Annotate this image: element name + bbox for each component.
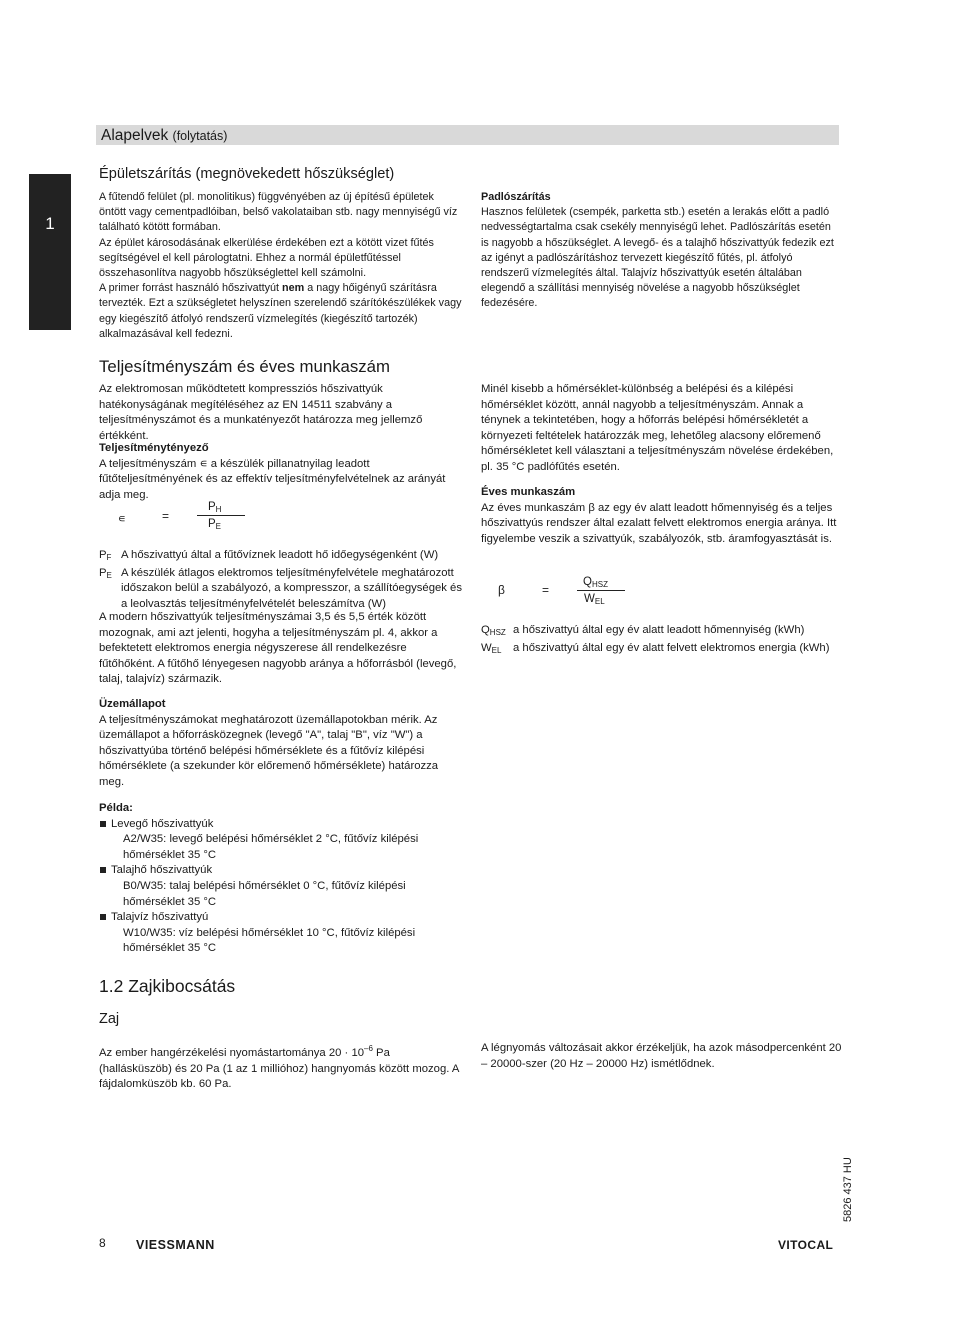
section-title-performance: Teljesítményszám és éves munkaszám	[99, 357, 390, 376]
def-wel-symbol	[481, 641, 513, 659]
annual-text: Az éves munkaszám β az egy év alatt leadott hőmennyiség és a teljes hőszivattyús rendszer által ezalatt felvett elektromos energia aránya. Itt figyelembe veszik a szivattyúk, szabályozók, stb. áramfogyasztását is.	[481, 501, 837, 545]
factor-symbol: ∊	[199, 457, 208, 470]
formula1-fraction-bar	[197, 515, 245, 516]
noise-left-dot: ·	[344, 1047, 349, 1059]
factor-title: Teljesítménytényező	[99, 442, 209, 454]
factor-text-end: a készülék pillanatnyilag leadott fűtőteljesítményének és az effektív teljesítményfelvételnek az arányát adja meg.	[99, 457, 446, 501]
drying-para-3-end: a nagy hőigényű szárításra tervezték. Ezt a szükségletet helyszínen szerelendő szárítókészülékek vagy egy kiegészítő átfolyó rendszerű vízmelegítés (kiegészítő tartozék) alkalmazásával kell fedezni.	[99, 282, 462, 340]
formula2-den-sym: W	[584, 593, 595, 605]
noise-left-text	[99, 1041, 461, 1093]
document-code: 5826 437 HU	[842, 1157, 854, 1222]
floor-drying-text: Hasznos felületek (csempék, parketta stb.) esetén a lerakás előtt a padló nedvességtartalma csak csekély mennyiségű lehet. Padlószárítás esetén is nagyobb a hőszükséglet. A levegő- és a talajhő hőszivattyúk fedezik ezt az igényt a padlószárításhoz tervezett kiegészítő fűtés, pl. átfolyó rendszerű vízmelegítés által. Talajvíz hőszivattyúk esetén általában elegendő a szállítási mennyiség növelése a nagyobb hőszükséglet fedezésére.	[481, 206, 834, 310]
example-item-detail: A2/W35: levegő belépési hőmérséklet 2 °C, fűtővíz kilépési hőmérséklet 35 °C	[123, 833, 419, 861]
formula1-lhs: ∊	[118, 513, 126, 525]
formula2-eq: =	[542, 583, 550, 597]
example-block	[99, 801, 461, 957]
example-item	[99, 910, 461, 957]
floor-drying-column	[481, 190, 841, 312]
example-item-name: Levegő hőszivattyúk	[111, 817, 214, 830]
formula1-den-sub: E	[215, 522, 222, 531]
def-qhsz-text: a hőszivattyú által egy év alatt leadott hőmennyiség (kWh)	[513, 624, 805, 636]
factor-text	[99, 457, 461, 504]
def-pf-text: A hőszivattyú által a fűtővíznek leadott hő időegységenként (W)	[121, 549, 439, 561]
header-title: Alapelvek	[101, 127, 169, 144]
formula2-fraction-bar	[577, 590, 625, 591]
def-qhsz-sub: HSZ	[489, 628, 506, 637]
def-wel-text: a hőszivattyú által egy év alatt felvett elektromos energia (kWh)	[513, 641, 830, 654]
def-pf-sym: P	[99, 549, 107, 561]
header-title-suffix: (folytatás)	[172, 129, 228, 143]
factor-block	[99, 441, 461, 503]
example-list	[99, 817, 461, 957]
formula2-numerator	[583, 576, 608, 589]
noise-left-sup: –6	[364, 1044, 373, 1053]
chapter-number: 1	[45, 214, 55, 233]
vitocal-logo	[778, 1236, 833, 1254]
noise-left-b: 10	[351, 1047, 365, 1059]
viessmann-logo	[136, 1236, 215, 1254]
drying-para-3-start: A primer forrást használó hőszivattyút	[99, 282, 283, 295]
example-item	[99, 863, 461, 910]
def-qhsz-sym: Q	[481, 624, 490, 636]
drying-para-1: A fűtendő felület (pl. monolitikus) függvényében az új építésű épületek öntött vagy cementpadlóiban, belső vakolataiban stb. nagy mennyiségű víz található kötött formában.	[99, 191, 458, 234]
formula1-definitions	[99, 548, 463, 612]
floor-drying-title: Padlószárítás	[481, 191, 551, 203]
example-item-detail: B0/W35: talaj belépési hőmérséklet 0 °C, fűtővíz kilépési hőmérséklet 35 °C	[123, 879, 406, 908]
section-title-noise: 1.2 Zajkibocsátás	[99, 976, 236, 996]
noise-subtitle: Zaj	[99, 1011, 120, 1027]
formula2-definitions	[481, 623, 843, 658]
noise-right-text: A légnyomás változásait akkor érzékeljük, ha azok másodpercenként 20 – 20000-szer (20 Hz – 20000 Hz) ismétlődnek.	[481, 1042, 842, 1070]
def-pe-text: A készülék átlagos elektromos teljesítményfelvétele meghatározott időszakon belül a szabályozó, a kompresszor, a szállítóegységek és a leolvasztás teljesítményfelvételét beleszámítva (W)	[121, 566, 462, 610]
def-pf-sub: F	[106, 553, 112, 562]
formula1-numerator	[208, 501, 221, 514]
def-pe-sub: E	[106, 570, 112, 580]
drying-para-3	[99, 281, 463, 342]
noise-left-c: Pa (hallásküszöb) és 20 Pa (1 az 1 millióhoz) hangnyomás között mozog. A fájdalomküszöb kb. 60 Pa.	[99, 1047, 459, 1091]
formula1-denominator	[208, 518, 221, 531]
annual-title: Éves munkaszám	[481, 486, 576, 498]
factor-text-start: A teljesítményszám	[99, 457, 200, 470]
formula1-num-sym: P	[208, 501, 216, 513]
section-title-drying: Épületszárítás (megnövekedett hőszükséglet)	[99, 166, 395, 182]
vitocal-logo-text: VITOCAL	[778, 1238, 834, 1252]
example-item-name: Talajhő hőszivattyúk	[111, 864, 213, 877]
def-row-pf	[99, 548, 463, 566]
example-item-detail: W10/W35: víz belépési hőmérséklet 10 °C, fűtővíz kilépési hőmérséklet 35 °C	[123, 926, 416, 955]
operating-state-title: Üzemállapot	[99, 698, 166, 710]
formula2-denominator	[584, 593, 605, 606]
formula2-lhs: β	[498, 583, 505, 597]
def-row-qhsz	[481, 623, 843, 641]
drying-para-3-emph: nem	[282, 282, 305, 295]
def-qhsz-symbol	[481, 623, 513, 641]
noise-left-a: Az ember hangérzékelési nyomástartománya 20	[99, 1047, 342, 1059]
def-pe-sym: P	[99, 566, 107, 579]
annual-block	[481, 485, 841, 547]
formula1-eq: =	[162, 509, 170, 523]
formula1-den-sym: P	[208, 518, 216, 530]
def-wel-sub: EL	[491, 645, 502, 655]
example-item-name: Talajvíz hőszivattyú	[111, 911, 209, 924]
def-pf-symbol	[99, 548, 121, 566]
page-number: 8	[99, 1236, 106, 1250]
operating-state-text: A teljesítményszámokat meghatározott üzemállapotokban mérik. Az üzemállapot a hőforrásközegnek (levegő "A", talaj "B", víz "W") a hőszivattyúba történő belépési hőmérséklete és a fűtővíz kilépési hőmérséklete (a szekunder kör előremenő hőmérséklete) határozza meg.	[99, 713, 439, 788]
chapter-tab	[29, 174, 71, 330]
performance-right-para: Minél kisebb a hőmérséklet-különbség a belépési és a kilépési hőmérséklet között, annál nagyobb a teljesítményszám. Annak a ténynek a tekintetében, hogy a hőforrás belépési hőmérsékletét a környezeti feltételek határozzák meg, lehetőleg alacsony előremenő hőmérsékletet kell választani a teljesítményszám növelése érdekében, pl. 35 °C padlófűtés esetén.	[481, 383, 834, 473]
def-wel-sym: W	[481, 641, 492, 654]
example-item	[99, 817, 461, 864]
modern-cop-text: A modern hőszivattyúk teljesítményszámai 3,5 és 5,5 érték között mozognak, ami azt jelenti, hogyha a teljesítményszám pl. 4, akkor a befektetett elektromos energia négyszerese áll rendelkezésre fűtőhőként. A fűtőhő lényegesen nagyobb aránya a hőforrásból (levegő, talaj, talajvíz) származik.	[99, 611, 457, 686]
operating-state-block	[99, 697, 461, 791]
page-header	[101, 127, 227, 145]
drying-left-column	[99, 190, 463, 342]
formula2-num-sym: Q	[583, 576, 592, 588]
formula1-num-sub: H	[215, 505, 222, 514]
drying-para-2: Az épület károsodásának elkerülése érdekében ezt a kötött vizet fűtés segítségével el kell párologtatni. Ehhez a normál épületfűtéssel összehasonlítva nagyobb hőszükséglettel kell számolni.	[99, 236, 434, 280]
formula2-den-sub: EL	[594, 597, 605, 606]
def-row-wel	[481, 641, 843, 659]
def-pe-symbol	[99, 566, 121, 613]
viessmann-logo-text: VIESSMANN	[136, 1238, 215, 1252]
formula2-num-sub: HSZ	[591, 580, 608, 589]
example-title: Példa:	[99, 802, 133, 814]
performance-intro: Az elektromosan működtetett kompressziós hőszivattyúk hatékonyságának megítéléséhez az EN 14511 szabvány a teljesítményszámot és a munkatényezőt határozza meg jellemző értékként.	[99, 383, 423, 442]
def-row-pe	[99, 566, 463, 613]
